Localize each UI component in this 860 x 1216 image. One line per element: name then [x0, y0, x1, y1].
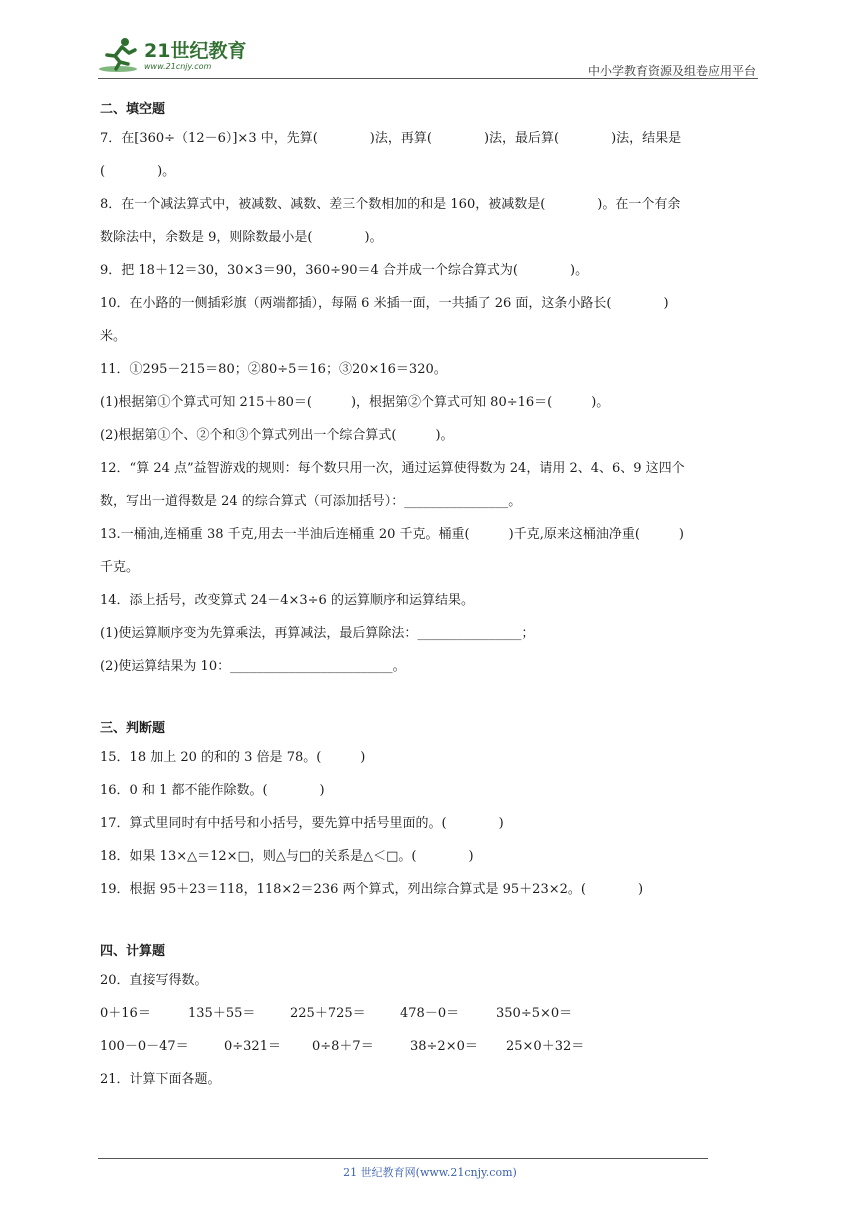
question-line: ( )。: [100, 164, 176, 179]
platform-label: 中小学教育资源及组卷应用平台: [587, 64, 756, 78]
question-line: 15．18 加上 20 的和的 3 倍是 78。( ): [100, 750, 366, 765]
calc-item: 0＋16＝: [100, 1006, 151, 1021]
question-line: 数除法中，余数是 9，则除数最小是( )。: [100, 230, 383, 245]
question-line: 米。: [100, 329, 127, 344]
section-title-fill: 二、填空题: [100, 102, 166, 117]
question-line: 13.一桶油,连桶重 38 千克,用去一半油后连桶重 20 千克。桶重( )千克,原来这桶油净重( ): [100, 527, 684, 542]
question-line: 16．0 和 1 都不能作除数。( ): [100, 783, 325, 798]
section-gap: [100, 906, 762, 940]
header-divider: [98, 78, 758, 79]
question-line: 12．“算 24 点”益智游戏的规则：每个数只用一次，通过运算使得数为 24，请用 2、4、6、9 这四个: [100, 461, 685, 476]
calc-row-1: [100, 997, 762, 1030]
calc-item: 0÷8＋7＝: [312, 1039, 374, 1054]
logo-text: 21世纪教育: [144, 40, 247, 62]
section-title-calc: 四、计算题: [100, 944, 166, 959]
calc-item: 350÷5×0＝: [496, 1006, 573, 1021]
question-line: 千克。: [100, 560, 140, 575]
question-line: 17．算式里同时有中括号和小括号，要先算中括号里面的。( ): [100, 816, 504, 831]
logo: [98, 34, 258, 78]
question-line: 19．根据 95＋23＝118，118×2＝236 两个算式，列出综合算式是 95＋23×2。( ): [100, 882, 644, 897]
question-line: 数，写出一道得数是 24 的综合算式（可添加括号）：________________。: [100, 494, 522, 509]
exam-content: [100, 98, 762, 1096]
question-line: (1)根据第①个算式可知 215＋80＝( )，根据第②个算式可知 80÷16＝( )。: [100, 395, 610, 410]
question-line: 10．在小路的一侧插彩旗（两端都插），每隔 6 米插一面，一共插了 26 面，这条小路长( ): [100, 296, 669, 311]
question-line: (2)使运算结果为 10：_________________________。: [100, 659, 406, 674]
question-line: 14．添上括号，改变算式 24－4×3÷6 的运算顺序和运算结果。: [100, 593, 474, 608]
question-line: 11．①295－215＝80；②80÷5＝16；③20×16＝320。: [100, 362, 447, 377]
footer-divider: [98, 1158, 708, 1159]
calc-item: 38÷2×0＝: [410, 1039, 478, 1054]
section-title-judge: 三、判断题: [100, 721, 166, 736]
calc-item: 100－0－47＝: [100, 1039, 189, 1054]
calc-item: 0÷321＝: [224, 1039, 281, 1054]
section-gap: [100, 683, 762, 717]
question-line: 20．直接写得数。: [100, 973, 208, 988]
question-line: (2)根据第①个、②个和③个算式列出一个综合算式( )。: [100, 428, 454, 443]
calc-item: 135＋55＝: [188, 1006, 256, 1021]
calc-row-2: [100, 1030, 762, 1063]
calc-item: 478－0＝: [400, 1006, 460, 1021]
question-line: (1)使运算顺序变为先算乘法，再算减法，最后算除法：________________；: [100, 626, 535, 641]
question-line: 8．在一个减法算式中，被减数、减数、差三个数相加的和是 160，被减数是( )。在一个有余: [100, 197, 681, 212]
logo-url: www.21cnjy.com: [144, 62, 212, 71]
question-line: 18．如果 13×△＝12×□，则△与□的关系是△＜□。( ): [100, 849, 474, 864]
runner-logo-icon: [98, 36, 142, 74]
footer-link[interactable]: 21 世纪教育网(www.21cnjy.com): [343, 1166, 517, 1179]
calc-item: 225＋725＝: [290, 1006, 366, 1021]
question-line: 21．计算下面各题。: [100, 1072, 221, 1087]
question-line: 7．在[360÷（12－6）]×3 中，先算( )法，再算( )法，最后算( )法，结果是: [100, 131, 682, 146]
calc-item: 25×0＋32＝: [506, 1039, 585, 1054]
page-header: [98, 34, 758, 78]
question-line: 9．把 18＋12＝30，30×3＝90，360÷90＝4 合并成一个综合算式为( )。: [100, 263, 589, 278]
